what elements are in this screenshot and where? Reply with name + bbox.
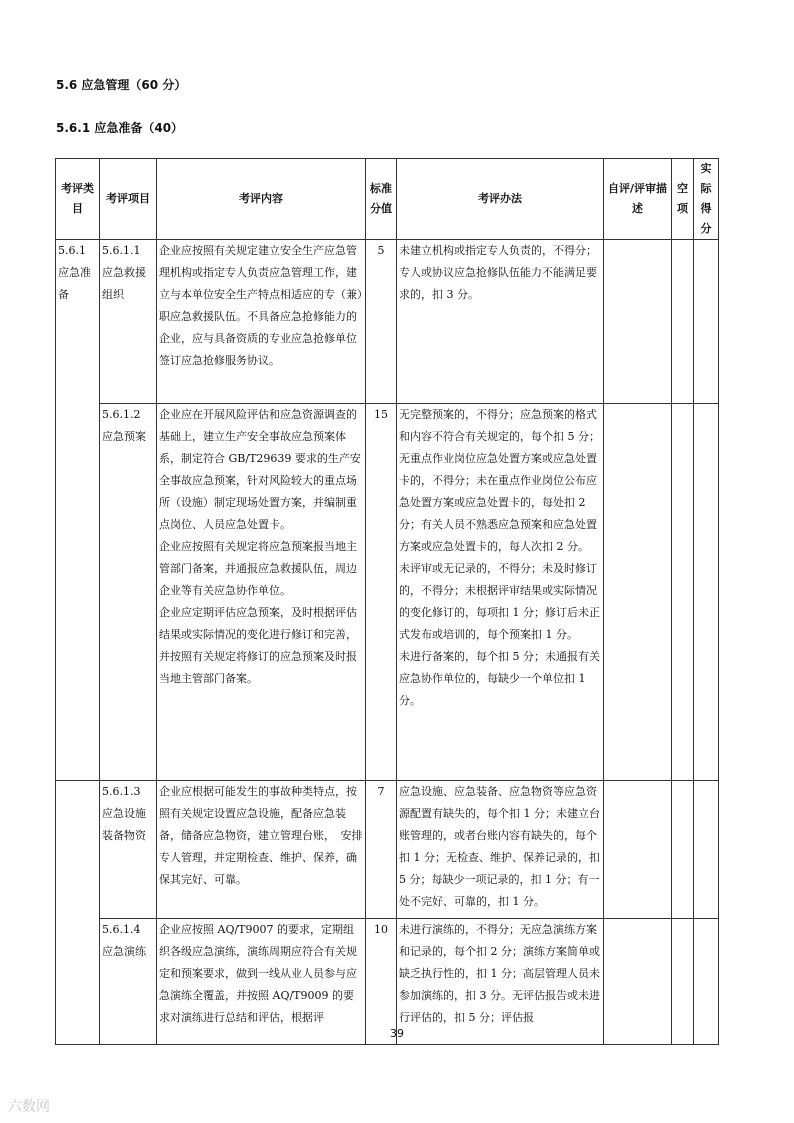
header-actual: 实际得分 [694, 159, 719, 240]
method-paragraph: 无完整预案的，不得分；应急预案的格式和内容不符合有关规定的，每个扣 5 分；无重点作业岗位应急处置方案或应急处置卡的，不得分；未在重点作业岗位公布应急处置方案或应急处置卡的，每处扣 2 分；有关人员不熟悉应急预案和应急处置方案或应急处置卡的，每人次扣 2 分。 [399, 408, 600, 553]
score-cell: 5 [366, 240, 397, 404]
section-title: 5.6 应急管理（60 分） [56, 78, 187, 92]
evaluation-table [55, 158, 719, 1045]
content-cell [157, 404, 366, 781]
content-paragraph: 企业应按照 AQ/T9007 的要求，定期组织各级应急演练，演练周期应符合有关规定和预案要求，做到一线从业人员参与应急演练全覆盖，并按照 AQ/T9009 的要求对演练进行总结和评估，根据评 [159, 923, 357, 1024]
table-row [56, 919, 719, 1045]
header-row [56, 159, 719, 240]
table-row [56, 781, 719, 919]
blank-cell [672, 781, 694, 919]
actual-score-cell [694, 781, 719, 919]
content-cell [157, 919, 366, 1045]
actual-score-cell [694, 240, 719, 404]
watermark: 六数网 [8, 1099, 50, 1115]
self-review-cell [604, 781, 672, 919]
self-review-cell [604, 919, 672, 1045]
method-paragraph: 未进行备案的，每个扣 5 分；未通报有关应急协作单位的，每缺少一个单位扣 1 分。 [399, 650, 600, 707]
blank-cell [672, 919, 694, 1045]
table-row [56, 240, 719, 404]
content-paragraph: 企业应按照有关规定建立安全生产应急管理机构或指定专人负责应急管理工作，建立与本单位安全生产特点相适应的专（兼）职应急救援队伍。不具备应急抢修能力的企业，应与具备资质的专业应急抢修单位签订应急抢修服务协议。 [159, 244, 363, 367]
method-paragraph: 未进行演练的，不得分；无应急演练方案和记录的，每个扣 2 分；演练方案简单或缺乏执行性的，扣 1 分；高层管理人员未参加演练的，扣 3 分。无评估报告或未进行评估的，扣 5 分；评估报 [399, 923, 600, 1024]
method-cell [397, 781, 604, 919]
actual-score-cell [694, 919, 719, 1045]
score-cell: 10 [366, 919, 397, 1045]
content-cell [157, 781, 366, 919]
item-cell: 5.6.1.2 应急预案 [100, 404, 157, 781]
header-score: 标准分值 [366, 159, 397, 240]
header-blank: 空项 [672, 159, 694, 240]
blank-cell [672, 240, 694, 404]
content-paragraph: 企业应根据可能发生的事故种类特点，按照有关规定设置应急设施，配备应急装备，储备应急物资，建立管理台账， 安排专人管理，并定期检查、维护、保养，确保其完好、可靠。 [159, 785, 363, 886]
item-cell: 5.6.1.1 应急救援组织 [100, 240, 157, 404]
header-item: 考评项目 [100, 159, 157, 240]
item-cell: 5.6.1.3 应急设施装备物资 [100, 781, 157, 919]
content-cell [157, 240, 366, 404]
method-cell [397, 404, 604, 781]
category-cell: 5.6.1 应急准备 [56, 240, 100, 781]
method-cell [397, 240, 604, 404]
content-paragraph: 企业应在开展风险评估和应急资源调查的基础上，建立生产安全事故应急预案体系，制定符合 GB/T29639 要求的生产安全事故应急预案，针对风险较大的重点场所（设施）制定现场处置方案，并编制重点岗位、人员应急处置卡。 [159, 408, 361, 531]
blank-cell [672, 404, 694, 781]
method-paragraph: 应急设施、应急装备、应急物资等应急资源配置有缺失的，每个扣 1 分；未建立台账管理的，或者台账内容有缺失的，每个扣 1 分；无检查、维护、保养记录的，扣 5 分；每缺少一项记录的，扣 1 分；有一处不完好、可靠的，扣 1 分。 [399, 785, 600, 908]
method-paragraph: 未建立机构或指定专人负责的，不得分；专人或协议应急抢修队伍能力不能满足要求的，扣 3 分。 [399, 244, 597, 301]
content-paragraph: 企业应按照有关规定将应急预案报当地主管部门备案，并通报应急救援队伍，周边企业等有关应急协作单位。 [159, 540, 357, 597]
subsection-title: 5.6.1 应急准备（40） [56, 121, 184, 135]
item-cell: 5.6.1.4 应急演练 [100, 919, 157, 1045]
actual-score-cell [694, 404, 719, 781]
header-self-review: 自评/评审描述 [604, 159, 672, 240]
page-number: 39 [390, 1027, 404, 1040]
header-content: 考评内容 [157, 159, 366, 240]
category-cell-empty [56, 781, 100, 1045]
method-paragraph: 未评审或无记录的，不得分；未及时修订的，不得分；未根据评审结果或实际情况的变化修订的，每项扣 1 分；修订后未正式发布或培训的，每个预案扣 1 分。 [399, 562, 600, 641]
method-cell [397, 919, 604, 1045]
header-method: 考评办法 [397, 159, 604, 240]
score-cell: 7 [366, 781, 397, 919]
content-paragraph: 企业应定期评估应急预案，及时根据评估结果或实际情况的变化进行修订和完善，并按照有关规定将修订的应急预案及时报当地主管部门备案。 [159, 606, 357, 685]
self-review-cell [604, 240, 672, 404]
table-row [56, 404, 719, 781]
header-category: 考评类目 [56, 159, 100, 240]
score-cell: 15 [366, 404, 397, 781]
self-review-cell [604, 404, 672, 781]
